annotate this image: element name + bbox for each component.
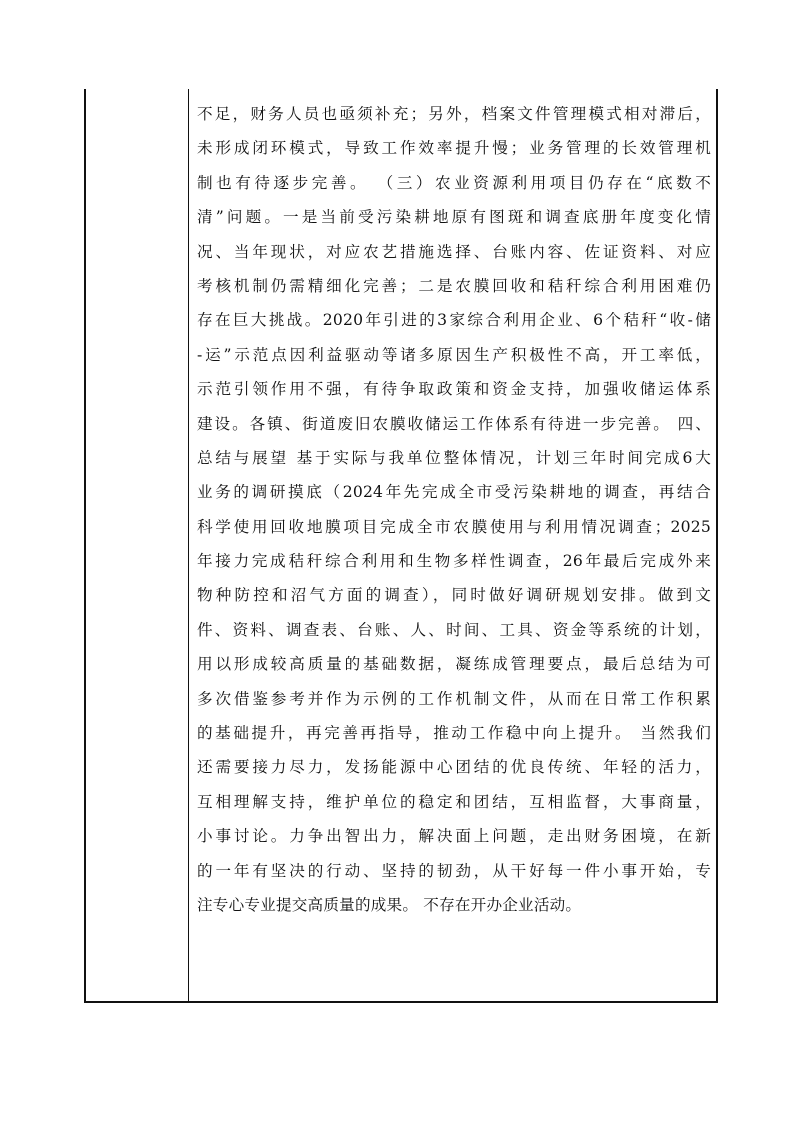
text-line: 多次借鉴参考并作为示例的工作机制文件，从而在日常工作积累 bbox=[197, 689, 711, 708]
text-line: 件、资料、调查表、台账、人、时间、工具、资金等系统的计划， bbox=[197, 620, 711, 639]
text-line: 况、当年现状，对应农艺措施选择、台账内容、佐证资料、对应 bbox=[197, 242, 711, 261]
text-line: 互相理解支持，维护单位的稳定和团结，互相监督，大事商量， bbox=[197, 792, 711, 811]
text-line: 不足，财务人员也亟须补充；另外，档案文件管理模式相对滞后， bbox=[197, 105, 711, 123]
column-divider bbox=[188, 89, 189, 1001]
text-line: 用以形成较高质量的基础数据，凝练成管理要点，最后总结为可 bbox=[197, 655, 711, 674]
text-line: 注专心专业提交高质量的成果。 不存在开办企业活动。 bbox=[197, 895, 582, 914]
text-line: 示范引领作用不强，有待争取政策和资金支持，加强收储运体系 bbox=[197, 380, 711, 399]
text-line: 还需要接力尽力，发扬能源中心团结的优良传统、年轻的活力， bbox=[197, 758, 711, 777]
text-line: 存在巨大挑战。2020年引进的3家综合利用企业、6个秸秆“收-储 bbox=[197, 311, 711, 330]
text-line: -运”示范点因利益驱动等诸多原因生产积极性不高，开工率低， bbox=[197, 345, 711, 364]
text-line: 清”问题。一是当前受污染耕地原有图斑和调查底册年度变化情 bbox=[197, 208, 711, 227]
text-line: 总结与展望 基于实际与我单位整体情况，计划三年时间完成6大 bbox=[197, 448, 711, 467]
document-table bbox=[84, 89, 718, 1003]
text-line: 科学使用回收地膜项目完成全市农膜使用与利用情况调查；2025 bbox=[197, 517, 711, 536]
text-line: 年接力完成秸秆综合利用和生物多样性调查，26年最后完成外来 bbox=[197, 552, 711, 571]
text-line: 的一年有坚决的行动、坚持的韧劲，从干好每一件小事开始，专 bbox=[197, 861, 711, 880]
text-line: 考核机制仍需精细化完善；二是农膜回收和秸秆综合利用困难仍 bbox=[197, 276, 711, 295]
text-line: 建设。各镇、街道废旧农膜收储运工作体系有待进一步完善。 四、 bbox=[197, 414, 711, 433]
text-line: 小事讨论。力争出智出力，解决面上问题，走出财务困境，在新 bbox=[197, 827, 711, 846]
content-cell bbox=[197, 97, 711, 922]
text-line: 未形成闭环模式，导致工作效率提升慢；业务管理的长效管理机 bbox=[197, 139, 711, 158]
text-line: 业务的调研摸底（2024年先完成全市受污染耕地的调查，再结合 bbox=[197, 483, 711, 502]
text-line: 物种防控和沼气方面的调查），同时做好调研规划安排。做到文 bbox=[197, 586, 711, 605]
text-line: 制也有待逐步完善。 （三）农业资源利用项目仍存在“底数不 bbox=[197, 173, 711, 192]
text-line: 的基础提升，再完善再指导，推动工作稳中向上提升。 当然我们 bbox=[197, 724, 711, 743]
